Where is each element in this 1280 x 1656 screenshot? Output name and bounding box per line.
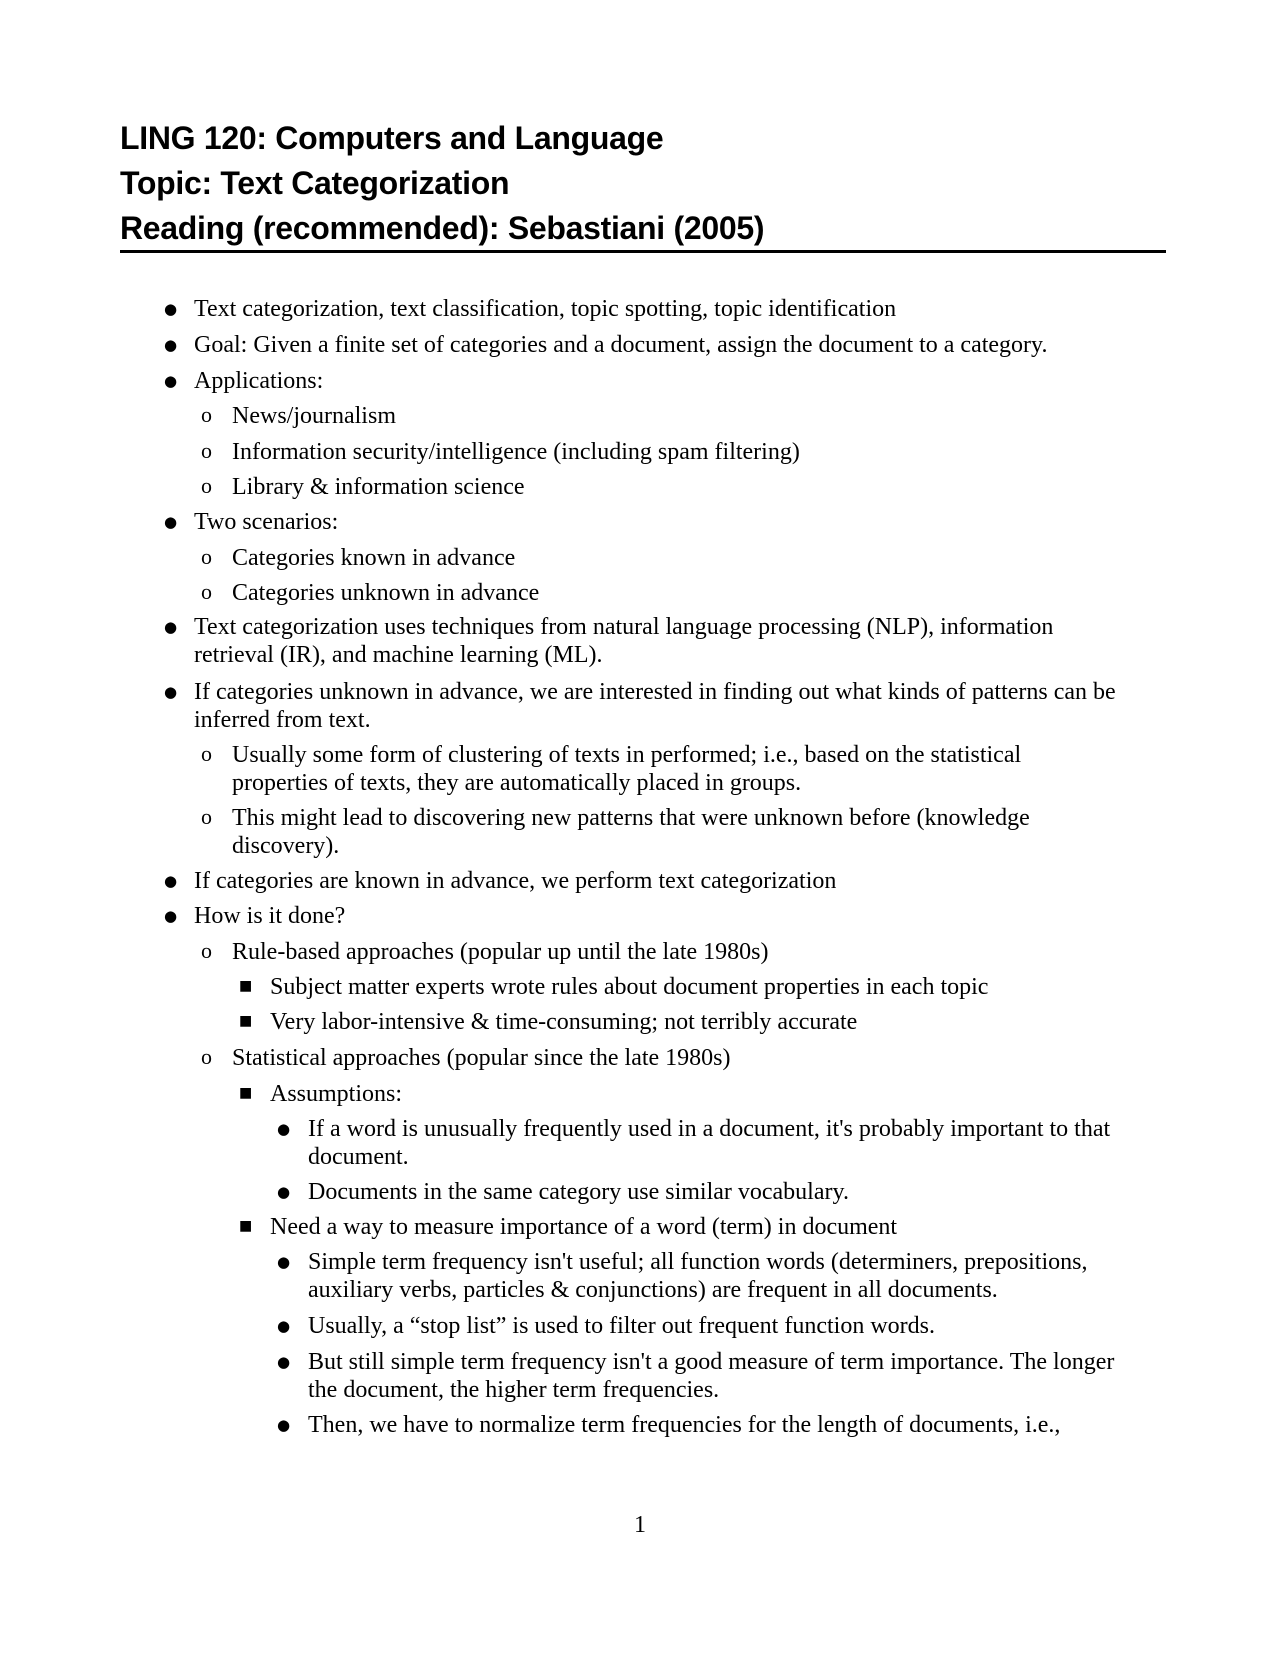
page-number: 1 xyxy=(634,1512,646,1538)
list-item-text: If a word is unusually frequently used in a document, it's probably important to that xyxy=(308,1116,1111,1142)
list-item xyxy=(194,367,323,395)
list-item xyxy=(194,613,1053,669)
list-item-text: properties of texts, they are automatically placed in groups. xyxy=(232,770,802,796)
list-item xyxy=(232,402,396,430)
list-item-text: the document, the higher term frequencies. xyxy=(308,1377,720,1403)
bullet-circle-icon: o xyxy=(201,402,212,427)
course-title: LING 120: Computers and Language xyxy=(120,120,664,156)
bullet-square-icon: ■ xyxy=(239,978,253,994)
bullet-dot-icon: ● xyxy=(277,1317,291,1335)
bullet-circle-icon: o xyxy=(201,741,212,766)
list-item xyxy=(232,741,1021,797)
list-item-text: document. xyxy=(308,1144,409,1170)
list-item-text: If categories are known in advance, we perform text categorization xyxy=(194,868,837,894)
list-item xyxy=(232,1044,731,1072)
header-divider xyxy=(120,250,1166,253)
list-item-text: Applications: xyxy=(194,368,324,394)
list-item xyxy=(232,938,769,966)
bullet-circle-icon: o xyxy=(201,438,212,463)
bullet-square-icon: ■ xyxy=(239,1085,253,1101)
list-item-text: News/journalism xyxy=(232,403,396,429)
bullet-dot-icon: ● xyxy=(164,372,178,390)
list-item xyxy=(270,973,988,1001)
bullet-circle-icon: o xyxy=(201,938,212,963)
list-item-text: Two scenarios: xyxy=(194,509,339,535)
list-item-text: Rule-based approaches (popular up until the late 1980s) xyxy=(232,939,769,965)
bullet-dot-icon: ● xyxy=(164,300,178,318)
list-item xyxy=(232,544,515,572)
list-item-text: Statistical approaches (popular since the late 1980s) xyxy=(232,1045,731,1071)
list-item xyxy=(194,295,896,323)
list-item-text: retrieval (IR), and machine learning (ML). xyxy=(194,642,603,668)
list-item xyxy=(194,508,338,536)
bullet-circle-icon: o xyxy=(201,544,212,569)
bullet-circle-icon: o xyxy=(201,473,212,498)
list-item-text: Text categorization, text classification, topic spotting, topic identification xyxy=(194,296,897,322)
list-item-text: inferred from text. xyxy=(194,707,371,733)
list-item-text: auxiliary verbs, particles & conjunctions) are frequent in all documents. xyxy=(308,1277,998,1303)
list-item-text: Then, we have to normalize term frequencies for the length of documents, i.e., xyxy=(308,1412,1061,1438)
list-item xyxy=(270,1213,897,1241)
bullet-dot-icon: ● xyxy=(164,618,178,636)
bullet-dot-icon: ● xyxy=(277,1253,291,1271)
list-item xyxy=(194,867,836,895)
list-item-text: Information security/intelligence (including spam filtering) xyxy=(232,439,800,465)
list-item-text: Simple term frequency isn't useful; all function words (determiners, prepositions, xyxy=(308,1249,1088,1275)
list-item-text: Usually some form of clustering of texts in performed; i.e., based on the statistical xyxy=(232,742,1022,768)
list-item-text: Text categorization uses techniques from natural language processing (NLP), information xyxy=(194,614,1054,640)
list-item-text: Categories known in advance xyxy=(232,545,516,571)
list-item-text: This might lead to discovering new patterns that were unknown before (knowledge xyxy=(232,805,1030,831)
bullet-dot-icon: ● xyxy=(164,683,178,701)
list-item-text: But still simple term frequency isn't a good measure of term importance. The longer xyxy=(308,1349,1115,1375)
list-item-text: Need a way to measure importance of a word (term) in document xyxy=(270,1214,898,1240)
list-item-text: How is it done? xyxy=(194,903,346,929)
list-item xyxy=(194,902,345,930)
list-item-text: Usually, a “stop list” is used to filter out frequent function words. xyxy=(308,1313,935,1339)
list-item-text: If categories unknown in advance, we are interested in finding out what kinds of patterns can be xyxy=(194,679,1116,705)
list-item-text: Documents in the same category use similar vocabulary. xyxy=(308,1179,849,1205)
list-item xyxy=(232,804,1030,860)
list-item xyxy=(232,579,539,607)
list-item xyxy=(308,1348,1114,1404)
list-item xyxy=(194,331,1048,359)
list-item xyxy=(308,1178,849,1206)
bullet-dot-icon: ● xyxy=(164,872,178,890)
bullet-dot-icon: ● xyxy=(277,1416,291,1434)
list-item-text: Categories unknown in advance xyxy=(232,580,540,606)
list-item xyxy=(232,473,525,501)
list-item xyxy=(270,1008,857,1036)
bullet-dot-icon: ● xyxy=(164,513,178,531)
bullet-square-icon: ■ xyxy=(239,1013,253,1029)
list-item-text: Assumptions: xyxy=(270,1081,403,1107)
bullet-dot-icon: ● xyxy=(277,1120,291,1138)
bullet-dot-icon: ● xyxy=(164,907,178,925)
list-item-text: Subject matter experts wrote rules about document properties in each topic xyxy=(270,974,989,1000)
list-item xyxy=(308,1115,1110,1171)
list-item xyxy=(308,1411,1060,1439)
list-item xyxy=(232,438,800,466)
list-item xyxy=(308,1312,935,1340)
reading-heading: Reading (recommended): Sebastiani (2005) xyxy=(120,210,765,246)
list-item xyxy=(270,1080,402,1108)
list-item xyxy=(308,1248,1087,1304)
bullet-dot-icon: ● xyxy=(164,336,178,354)
list-item-text: Very labor-intensive & time-consuming; not terribly accurate xyxy=(270,1009,858,1035)
list-item xyxy=(194,678,1116,734)
list-item-text: Goal: Given a finite set of categories and a document, assign the document to a category. xyxy=(194,332,1048,358)
bullet-circle-icon: o xyxy=(201,804,212,829)
bullet-dot-icon: ● xyxy=(277,1353,291,1371)
bullet-dot-icon: ● xyxy=(277,1183,291,1201)
bullet-square-icon: ■ xyxy=(239,1218,253,1234)
list-item-text: discovery). xyxy=(232,833,340,859)
bullet-circle-icon: o xyxy=(201,1044,212,1069)
bullet-circle-icon: o xyxy=(201,579,212,604)
list-item-text: Library & information science xyxy=(232,474,525,500)
topic-heading: Topic: Text Categorization xyxy=(120,165,510,201)
